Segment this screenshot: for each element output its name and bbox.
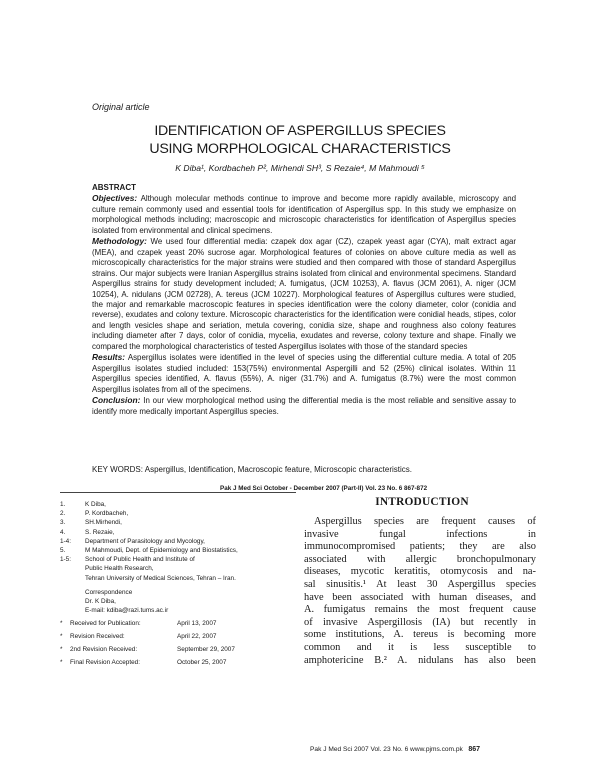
methodology-text: We used four differential media: czapek dox agar (CZ), czapek yeast agar (CYA), malt extract agar (MEA), and czapek yeast 20% sucrose agar. Morphological features of colonies on above culture media as well as microscopically characteristics for the major strains were studied and then compared with those of standard Aspergillus strains. Our major subjects were Iranian Aspergillus strains isolated from clinical and environmental specimens. Standard Aspergillus strains for study development included; A. fumigatus, (JCM 10253), A. flavus (JCM 2061), A. niger (JCM 10254), A. nidulans (JCM 02728), A. tereus (JCM 10227). Morphological features of Aspergillus cultures were studied, the major and remarkable macroscopic features in species identification were the colony diameter, color (conidia and reverse), exudates and colony texture. Microscopic characteristics for the identification were conidial heads, stipes, color and length vesicles shape and seriation, metula covering, conidia size, shape and roughness also colony features including diameter after 7 days, color of conidia, mycelia, exudates and reverse, colony texture and shape. Finally we compared the morphological characteristics of tested Aspergillus isolates with those of the standard species (92, 237, 516, 351)
date-row (60, 632, 300, 645)
footnote-row (60, 528, 300, 537)
date-row (60, 619, 300, 632)
footnote-text: K Diba, (85, 501, 106, 508)
date-bullet: * (60, 646, 63, 654)
footnote-number: 5. (60, 547, 66, 555)
date-row (60, 645, 300, 658)
correspondence-email: E-mail: kdiba@razi.tums.ac.ir (85, 607, 169, 615)
date-label: Revision Received: (70, 633, 125, 641)
page-footer (310, 746, 480, 753)
abstract-heading: ABSTRACT (92, 183, 136, 192)
page-number: 867 (468, 746, 481, 753)
correspondence-label: Correspondence (85, 588, 133, 596)
keywords-text: Aspergillus, Identification, Macroscopic feature, Microscopic characteristics. (142, 465, 412, 474)
conclusion-text: In our view morphological method using the differential media is the most reliable and sensitive assay to identify more medically important Aspergillus species. (92, 396, 516, 416)
footnote-text: School of Public Health and Institute of (85, 556, 195, 564)
objectives-label: Objectives: (92, 193, 138, 204)
footnote-row (60, 546, 300, 555)
article-type: Original article (92, 102, 150, 112)
abstract-results (92, 352, 516, 395)
introduction-heading: INTRODUCTION (375, 496, 469, 508)
text-line: common and it is less susceptible to (304, 641, 536, 653)
footnote-number: 1-5: (60, 556, 72, 564)
author-list: K Diba¹, Kordbacheh P², Mirhendi SH³, S Rezaie⁴, M Mahmoudi ⁵ (175, 163, 425, 173)
journal-citation: Pak J Med Sci October - December 2007 (Part-II) Vol. 23 No. 6 867-872 (220, 485, 428, 492)
keywords-label: KEY WORDS: (92, 465, 143, 474)
footnote-number: 1-4: (60, 537, 72, 545)
date-value: October 25, 2007 (177, 659, 227, 667)
correspondence-name: Dr. K Diba, (85, 598, 116, 606)
text-line: some institutions, A. tereus is becoming more (304, 629, 536, 641)
footnote-row (60, 555, 300, 564)
author-footnotes (60, 500, 300, 671)
abstract (92, 183, 516, 417)
footnote-number: 4. (60, 528, 66, 536)
footnote-divider (60, 492, 296, 493)
footnote-text: S. Rezaie, (85, 528, 115, 536)
date-row (60, 658, 300, 671)
title-line-1: IDENTIFICATION OF ASPERGILLUS SPECIES (154, 123, 446, 139)
date-bullet: * (60, 620, 63, 628)
footnote-row (60, 509, 300, 518)
text-line: amphotericine B.² A. nidulans has also been (304, 654, 536, 666)
text-line: sal sinusitis.¹ At least 30 Aspergillus species (304, 578, 536, 590)
text-line: invasive fungal infections in (304, 528, 536, 540)
text-line: immunocompromised patients; they are also (304, 541, 536, 553)
footnote-row (60, 518, 300, 527)
institute-line: Tehran University of Medical Sciences, Tehran – Iran. (85, 574, 236, 582)
text-line: Aspergillus species are frequent causes of (314, 516, 536, 527)
footnote-number: 3. (60, 519, 66, 527)
conclusion-label: Conclusion: (92, 395, 141, 406)
text-line: diseases, mycotic keratitis, otomycosis and na- (304, 566, 536, 578)
objectives-text: Although molecular methods continue to improve and become more rapidly available, microscopy and culture remain commonly used and essential tools for identification of Aspergillus spp. In this study we emphasize on morphological methods including; macroscopic and microscopic characteristics for identification of Aspergillus species isolated from environmental and clinical specimens. (92, 194, 516, 235)
date-value: September 29, 2007 (177, 646, 235, 654)
footnote-row (60, 537, 300, 546)
text-line: A. fumigatus remains the most frequent cause (304, 604, 536, 616)
footnote-text: P. Kordbacheh, (85, 510, 129, 518)
date-bullet: * (60, 659, 63, 667)
introduction-body (304, 516, 536, 667)
date-label: Received for Publication: (70, 620, 141, 628)
keywords (92, 465, 532, 475)
footnote-text: M Mahmoudi, Dept. of Epidemiology and Biostatistics, (85, 547, 238, 555)
footnote-number: 2. (60, 510, 66, 518)
abstract-methodology (92, 236, 516, 352)
results-label: Results: (92, 352, 126, 363)
footnote-text: Department of Parasitology and Mycology, (85, 537, 205, 545)
title-line-2: USING MORPHOLOGICAL CHARACTERISTICS (149, 141, 451, 157)
text-line: have been associated with human diseases, and (304, 591, 536, 603)
date-label: 2nd Revision Received: (70, 646, 138, 654)
date-label: Final Revision Accepted: (70, 659, 140, 667)
abstract-objectives (92, 193, 516, 236)
text-line: of invasive Aspergillosis (IA) but recently in (304, 616, 536, 628)
submission-dates (60, 619, 300, 671)
footer-text: Pak J Med Sci 2007 Vol. 23 No. 6 www.pjms.com.pk (310, 746, 463, 753)
footnote-text: SH.Mirhendi, (85, 519, 122, 527)
results-text: Aspergillus isolates were identified in the level of species using the differential culture media. A total of 205 Aspergillus isolates studied included: 153(75%) environmental Aspergilli and 52 (25%) clinical isolates. Within 11 Aspergillus species identified, A. flavus (55%), A. niger (31.7%) and A. fumigatus (8.7%) were the most common Aspergillus isolates from all of the specimens. (92, 353, 516, 394)
footnote-number: 1. (60, 501, 66, 508)
date-value: April 13, 2007 (177, 620, 217, 628)
methodology-label: Methodology: (92, 236, 147, 247)
abstract-conclusion (92, 395, 516, 417)
institute-line: Public Health Research, (85, 565, 154, 573)
footnote-row (60, 500, 300, 509)
date-value: April 22, 2007 (177, 633, 217, 641)
text-line: associated with allergic bronchopulmonary (304, 553, 536, 565)
date-bullet: * (60, 633, 63, 641)
